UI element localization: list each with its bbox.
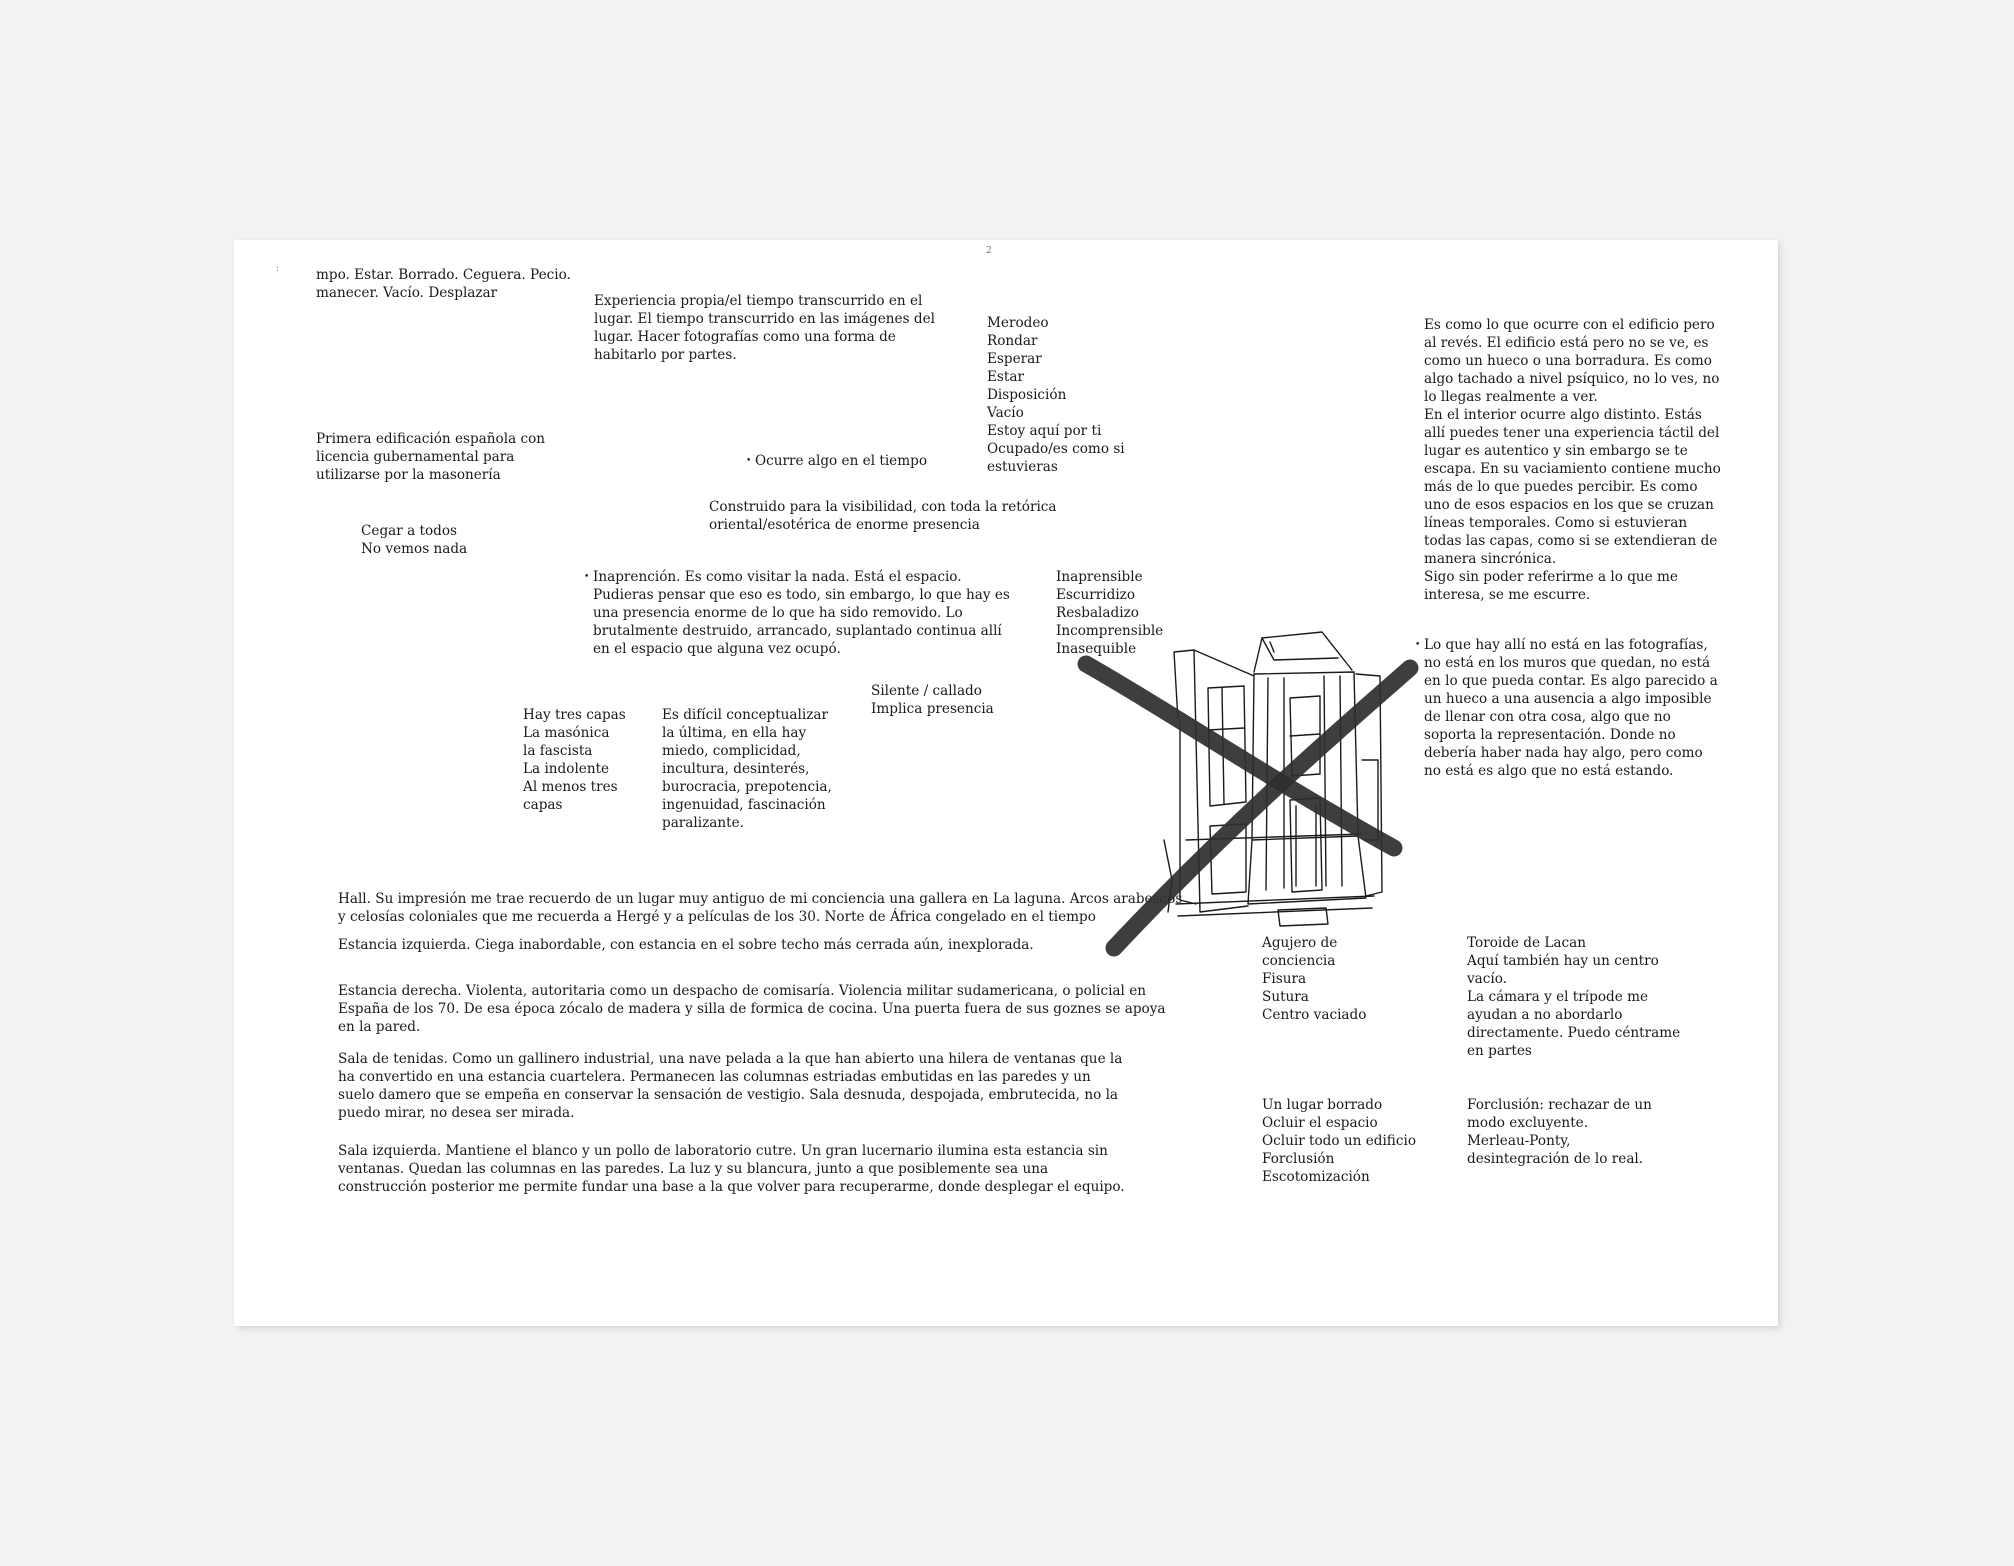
text-block-primera-edificacion: Primera edificación española con licencia gubernamental para utilizarse por la masonería: [316, 431, 546, 483]
text-block-es-como: Es como lo que ocurre con el edificio pero al revés. El edificio está pero no se ve, es como un hueco o una borradura. Es como algo tachado a nivel psíquico, no lo ves, no lo llegas realmente a ver. En el interior ocurre algo distinto. Estás allí puedes tener una experiencia táctil del lugar es autentico y sin embargo se te escapa. En su vaciamiento contiene mucho más de lo que puedes percibir. Es como uno de esos espacios en los que se cruzan líneas temporales. Como si estuvieran todas las capas, como si se extendieran de manera sincrónica. Sigo sin poder referirme a lo que me interesa, se me escurre.: [1424, 317, 1721, 603]
text-block-sala-tenidas: Sala de tenidas. Como un gallinero industrial, una nave pelada a la que han abierto una hilera de ventanas que la ha convertido en una estancia cuartelera. Permanecen las columnas estriadas embutidas en las paredes y un suelo damero que se empeña en conservar la sensación de vestigio. Sala desnuda, despojada, embrutecida, no la puedo mirar, no desea ser mirada.: [338, 1051, 1123, 1121]
text-block-estancia-izquierda: Estancia izquierda. Ciega inabordable, con estancia en el sobre techo más cerrada aún, inexplorada.: [338, 937, 1034, 953]
text-block-tres-capas: Hay tres capas La masónica la fascista La indolente Al menos tres capas: [523, 707, 626, 813]
text-block-estancia-derecha: Estancia derecha. Violenta, autoritaria como un despacho de comisaría. Violencia militar sudamericana, o policial en España de los 70. De esa época zócalo de madera y silla de formica de cocina. Una puerta fuera de sus goznes se apoya en la pared.: [338, 983, 1166, 1035]
document-sheet: [234, 240, 1778, 1326]
text-block-toroide: Toroide de Lacan Aquí también hay un centro vacío. La cámara y el trípode me ayudan a no abordarlo directamente. Puedo céntrame en partes: [1467, 935, 1681, 1059]
building-sketch-icon: [1164, 632, 1382, 926]
text-block-dificil: Es difícil conceptualizar la última, en ella hay miedo, complicidad, incultura, desinterés, burocracia, prepotencia, ingenuidad, fascinación paralizante.: [662, 707, 832, 831]
text-block-merodeo: Merodeo Rondar Esperar Estar Disposición Vacío Estoy aquí por ti Ocupado/es como si estuvieras: [987, 315, 1125, 475]
text-block-inaprensible: Inaprensible Escurridizo Resbaladizo Incomprensible Inasequible: [1056, 569, 1164, 657]
text-block-inaprencion: • Inaprención. Es como visitar la nada. Está el espacio. Pudieras pensar que eso es todo, sin embargo, lo que hay es una presencia enorme de lo que ha sido removido. Lo brutalmente destruido, arrancado, suplantado continua allí en el espacio que alguna vez ocupó.: [593, 568, 1010, 658]
text-block-lugar-borrado: Un lugar borrado Ocluir el espacio Ocluir todo un edificio Forclusión Escotomización: [1262, 1097, 1417, 1185]
text-block-agujero: Agujero de conciencia Fisura Sutura Centro vaciado: [1262, 935, 1367, 1023]
text-block-silente: Silente / callado Implica presencia: [871, 683, 994, 717]
text-block-forclusion: Forclusión: rechazar de un modo excluyente. Merleau-Ponty, desintegración de lo real.: [1467, 1097, 1652, 1167]
text-block-construido: Construido para la visibilidad, con toda la retórica oriental/esotérica de enorme presencia: [709, 499, 1057, 533]
page-number: 2: [986, 246, 992, 256]
text-block-sala-izquierda: Sala izquierda. Mantiene el blanco y un pollo de laboratorio cutre. Un gran lucernario ilumina esta estancia sin ventanas. Quedan las columnas en las paredes. La luz y su blancura, junto a que posiblemente sea una construcción posterior me permite fundar una base a la que volver para recuperarme, donde desplegar el equipo.: [338, 1143, 1125, 1195]
text-block-lo-que-hay: • Lo que hay allí no está en las fotografías, no está en los muros que quedan, no está en lo que pueda contar. Es algo parecido a un hueco a una ausencia a algo imposible de llenar con otra cosa, algo que no soporta la representación. Donde no debería haber nada hay algo, pero como no está es algo que no está estando.: [1424, 636, 1718, 780]
text-block-top-left: mpo. Estar. Borrado. Ceguera. Pecio. manecer. Vacío. Desplazar: [316, 267, 571, 301]
text-block-ocurre: • Ocurre algo en el tiempo: [755, 452, 927, 470]
text-block-hall: Hall. Su impresión me trae recuerdo de un lugar muy antiguo de mi conciencia una gallera en La laguna. Arcos arabescos y celosías coloniales que me recuerda a Hergé y a películas de los 30. Norte de África congelado en el tiempo: [338, 891, 1183, 925]
margin-mark: :: [276, 264, 280, 274]
text-block-experiencia: Experiencia propia/el tiempo transcurrido en el lugar. El tiempo transcurrido en las imágenes del lugar. Hacer fotografías como una forma de habitarlo por partes.: [594, 293, 935, 363]
text-block-cegar: Cegar a todos No vemos nada: [361, 523, 468, 557]
